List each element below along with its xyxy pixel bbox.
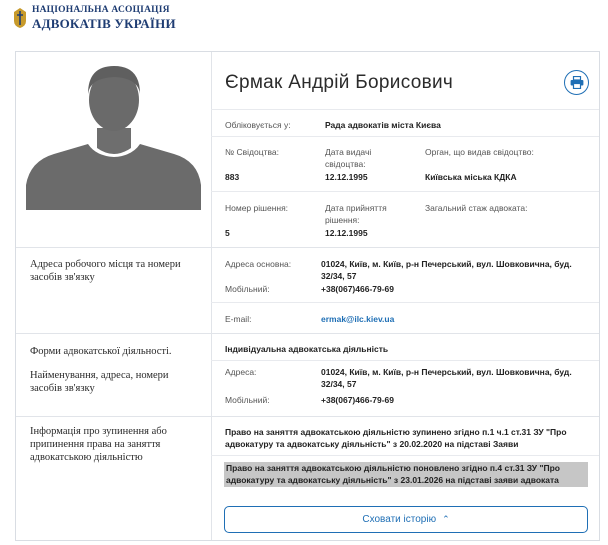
workplace-address-label: Адреса основна:: [225, 259, 292, 269]
lawyer-name: Єрмак Андрій Борисович: [225, 72, 454, 93]
decision-date-value: 12.12.1995: [325, 228, 368, 238]
practice-form-value: Індивідуальна адвокатська діяльність: [225, 344, 389, 354]
section-divider: [16, 333, 599, 334]
registered-label: Обліковується у:: [225, 120, 291, 130]
logo-line-2: АДВОКАТІВ УКРАЇНИ: [32, 15, 176, 31]
certificate-number-label: № Свідоцтва:: [225, 147, 279, 157]
decision-number-value: 5: [225, 228, 230, 238]
divider: [211, 302, 599, 303]
section-divider: [16, 416, 599, 417]
workplace-section-title: Адреса робочого місця та номери засобів зв'язку: [30, 259, 181, 283]
certificate-number-value: 883: [225, 172, 240, 182]
suspension-section-title: Інформація про зупинення або припинення права на заняття адвокатською діяльністю: [30, 426, 167, 463]
workplace-phone-label: Мобільний:: [225, 284, 270, 294]
decision-date-label: Дата прийняття рішення:: [325, 203, 387, 225]
lawyers-association-emblem-icon: [12, 7, 28, 29]
email-link[interactable]: ermak@ilc.kiev.ua: [321, 314, 395, 324]
registered-value: Рада адвокатів міста Києва: [325, 120, 441, 130]
email-label: E-mail:: [225, 314, 252, 324]
divider: [211, 455, 599, 456]
issue-date-label: Дата видачі свідоцтва:: [325, 147, 372, 169]
lawyer-profile-card: [15, 51, 600, 541]
decision-number-label: Номер рішення:: [225, 203, 289, 213]
profile-photo: [26, 60, 201, 210]
issuer-label: Орган, що видав свідоцтво:: [425, 147, 534, 157]
practice-section-title: Форми адвокатської діяльності.: [30, 346, 172, 357]
divider: [211, 191, 599, 192]
renewal-entry: Право на заняття адвокатською діяльністю поновлено згідно п.4 ст.31 ЗУ "Про адвокатуру та адвокатську діяльність" з 23.01.2026 на підставі заяви адвоката: [224, 462, 588, 487]
site-logo[interactable]: [12, 5, 176, 31]
hide-history-button[interactable]: [224, 506, 588, 533]
issuer-value: Київська міська КДКА: [425, 172, 517, 182]
issue-date-value: 12.12.1995: [325, 172, 368, 182]
workplace-phone-value: +38(067)466-79-69: [321, 284, 395, 294]
practice-address-label: Адреса:: [225, 367, 257, 377]
divider: [211, 360, 599, 361]
column-divider: [211, 52, 212, 540]
person-silhouette-icon: [26, 60, 201, 210]
practice-address-value: 01024, Київ, м. Київ, р-н Печерський, вул. Шовковична, буд. 32/34, 57: [321, 367, 572, 389]
suspension-entry: Право на заняття адвокатською діяльністю зупинено згідно п.1 ч.1 ст.31 ЗУ "Про адвокатуру та адвокатську діяльність" з 20.02.2020 на підставі Заяви: [225, 427, 567, 449]
print-button[interactable]: [564, 70, 589, 95]
divider: [211, 109, 599, 110]
divider: [211, 136, 599, 137]
logo-line-1: НАЦІОНАЛЬНА АСОЦІАЦІЯ: [32, 5, 170, 16]
logo-text: [32, 6, 176, 30]
chevron-up-icon: ⌃: [442, 514, 450, 524]
practice-phone-label: Мобільний:: [225, 395, 270, 405]
section-divider: [16, 247, 599, 248]
hide-history-label: Сховати історію: [362, 514, 437, 525]
printer-icon: [570, 76, 584, 89]
experience-label: Загальний стаж адвоката:: [425, 203, 528, 213]
practice-section-subtitle: Найменування, адреса, номери засобів зв'язку: [30, 370, 169, 394]
workplace-address-value: 01024, Київ, м. Київ, р-н Печерський, вул. Шовковична, буд. 32/34, 57: [321, 259, 572, 281]
practice-phone-value: +38(067)466-79-69: [321, 395, 395, 405]
